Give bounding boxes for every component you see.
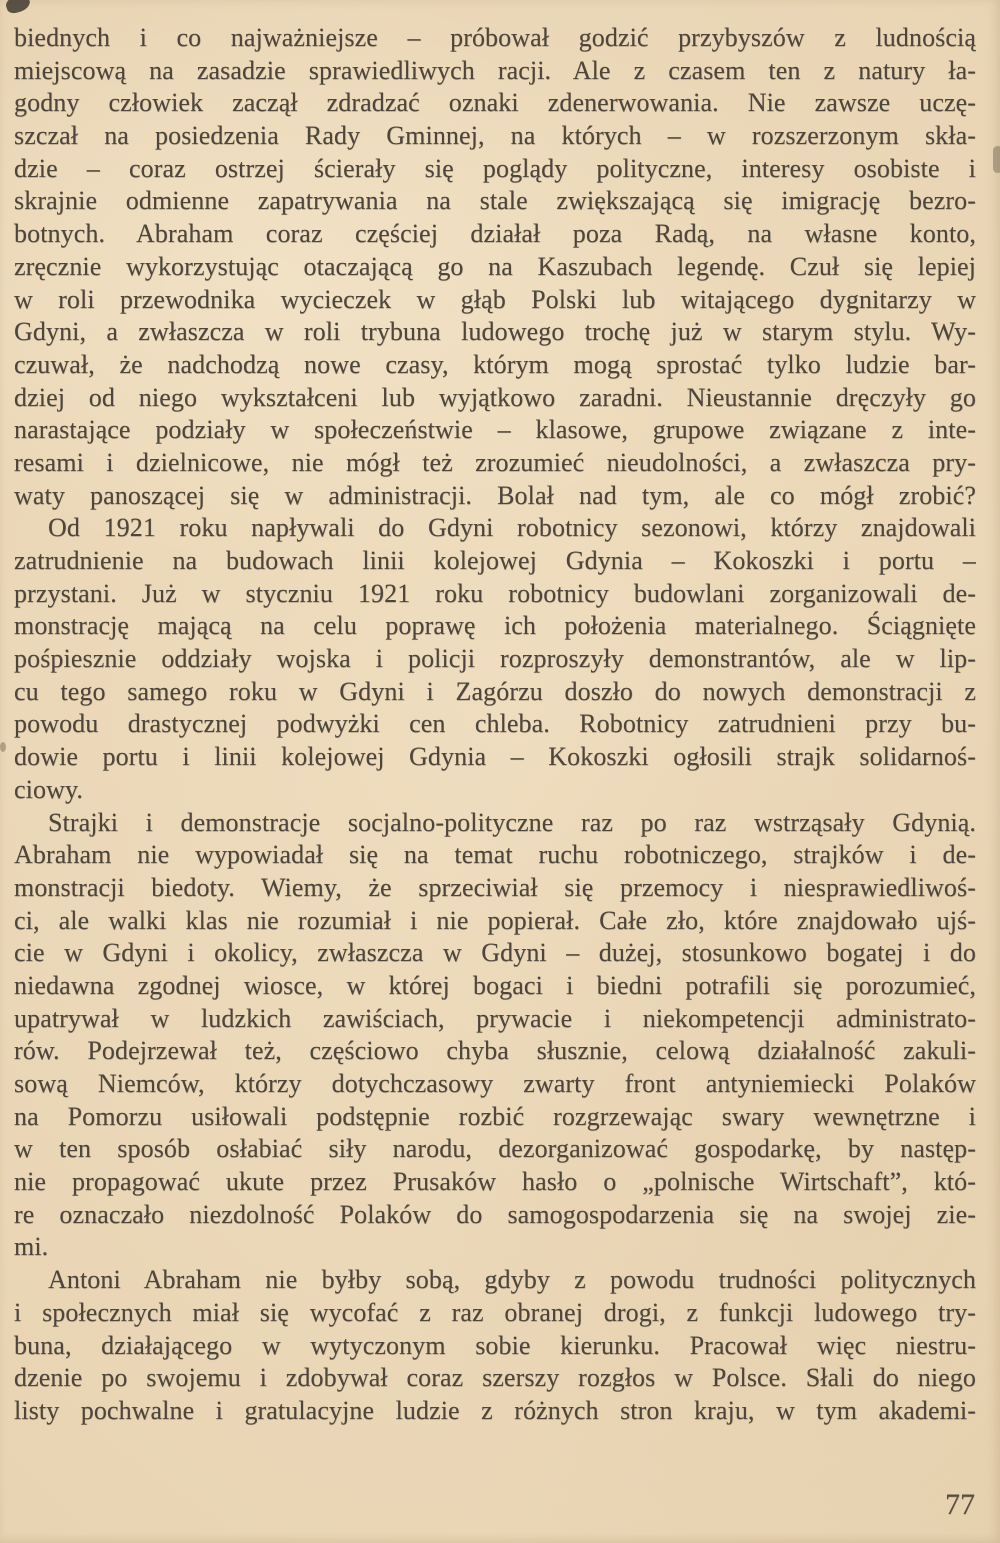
text-line: miejscową na zasadzie sprawiedliwych racji. Ale z czasem ten z natury ła- — [14, 55, 976, 85]
text-line: re oznaczało niezdolność Polaków do samogospodarzenia się na swojej zie- — [14, 1199, 976, 1229]
text-line: rów. Podejrzewał też, częściowo chyba słusznie, celową działalność zakuli- — [14, 1036, 976, 1066]
page-number: 77 — [945, 1488, 975, 1521]
text-line: w ten sposób osłabiać siły narodu, dezorganizować gospodarkę, by następ- — [14, 1134, 976, 1164]
text-line: i społecznych miał się wycofać z raz obranej drogi, z funkcji ludowego try- — [14, 1297, 976, 1327]
text-line: waty panoszącej się w administracji. Bolał nad tym, ale co mógł zrobić? — [14, 480, 976, 510]
text-line: biednych i co najważniejsze – próbował godzić przybyszów z ludnością — [14, 23, 976, 52]
text-line: niedawna zgodnej wiosce, w której bogaci i biedni potrafili się porozumieć, — [14, 970, 976, 1000]
text-line: sową Niemców, którzy dotychczasowy zwarty front antyniemiecki Polaków — [14, 1069, 976, 1098]
text-line: Od 1921 roku napływali do Gdyni robotnicy sezonowi, którzy znajdowali — [48, 513, 976, 543]
text-line: ciowy. — [14, 774, 83, 804]
text-line: czuwał, że nadchodzą nowe czasy, którym mogą sprostać tylko ludzie bar- — [14, 349, 976, 379]
text-line: upatrywał w ludzkich zawiściach, prywacie i niekompetencji administrato- — [14, 1003, 976, 1033]
scan-artifact-corner — [4, 0, 32, 15]
text-line: cu tego samego roku w Gdyni i Zagórzu doszło do nowych demonstracji z — [14, 676, 976, 706]
text-line: dziej od niego wykształceni lub wyjątkowo zaradni. Nieustannie dręczyły go — [14, 382, 976, 412]
text-line: pośpiesznie oddziały wojska i policji rozproszyły demonstrantów, ale w lip- — [14, 644, 976, 674]
text-line: dzenie po swojemu i zdobywał coraz szerszy rozgłos w Polsce. Słali do niego — [14, 1363, 976, 1393]
text-line: przystani. Już w styczniu 1921 roku robotnicy budowlani zorganizowali de- — [14, 578, 976, 608]
page-text — [14, 22, 976, 1428]
text-line: skrajnie odmienne zapatrywania na stale zwiększającą się imigrację bezro- — [14, 186, 976, 216]
text-line: monstracji biedoty. Wiemy, że sprzeciwiał się przemocy i niesprawiedliwoś- — [14, 872, 976, 902]
text-line: monstrację mającą na celu poprawę ich położenia materialnego. Ściągnięte — [14, 611, 976, 641]
scan-artifact-dot — [0, 742, 6, 752]
text-line: godny człowiek zaczął zdradzać oznaki zdenerwowania. Nie zawsze uczę- — [14, 88, 976, 118]
text-line: buna, działającego w wytyczonym sobie kierunku. Pracował więc niestru- — [14, 1330, 976, 1360]
text-line: mi. — [14, 1232, 49, 1262]
text-line: szczał na posiedzenia Rady Gminnej, na których – w rozszerzonym skła- — [14, 121, 976, 151]
text-line: narastające podziały w społeczeństwie – klasowe, grupowe związane z inte- — [14, 415, 976, 445]
text-line: powodu drastycznej podwyżki cen chleba. Robotnicy zatrudnieni przy bu- — [14, 709, 976, 739]
scan-artifact-edge — [993, 146, 1000, 173]
text-line: botnych. Abraham coraz częściej działał poza Radą, na własne konto, — [14, 219, 976, 249]
text-line: Gdyni, a zwłaszcza w roli trybuna ludowego trochę już w starym stylu. Wy- — [14, 317, 976, 347]
text-line: zatrudnienie na budowach linii kolejowej Gdynia – Kokoszki i portu – — [14, 546, 976, 575]
text-line: dowie portu i linii kolejowej Gdynia – Kokoszki ogłosili strajk solidarnoś- — [14, 742, 976, 772]
text-line: zręcznie wykorzystując otaczającą go na Kaszubach legendę. Czuł się lepiej — [14, 251, 976, 281]
text-line: cie w Gdyni i okolicy, zwłaszcza w Gdyni – dużej, stosunkowo bogatej i do — [14, 938, 976, 968]
text-line: na Pomorzu usiłowali podstępnie rozbić rozgrzewając swary wewnętrzne i — [14, 1101, 976, 1131]
text-line: nie propagować ukute przez Prusaków hasło o „polnische Wirtschaft”, któ- — [14, 1167, 976, 1197]
text-line: Strajki i demonstracje socjalno-polityczne raz po raz wstrząsały Gdynią. — [48, 807, 976, 837]
text-line: Antoni Abraham nie byłby sobą, gdyby z powodu trudności politycznych — [48, 1265, 976, 1295]
text-line: dzie – coraz ostrzej ścierały się poglądy polityczne, interesy osobiste i — [14, 153, 976, 183]
text-line: resami i dzielnicowe, nie mógł też zrozumieć nieudolności, a zwłaszcza pry- — [14, 447, 976, 477]
text-line: Abraham nie wypowiadał się na temat ruchu robotniczego, strajków i de- — [14, 840, 976, 870]
text-line: listy pochwalne i gratulacyjne ludzie z różnych stron kraju, w tym akademi- — [14, 1395, 976, 1425]
text-line: w roli przewodnika wycieczek w głąb Polski lub witającego dygnitarzy w — [14, 284, 976, 314]
text-line: ci, ale walki klas nie rozumiał i nie popierał. Całe zło, które znajdowało ujś- — [14, 905, 976, 935]
